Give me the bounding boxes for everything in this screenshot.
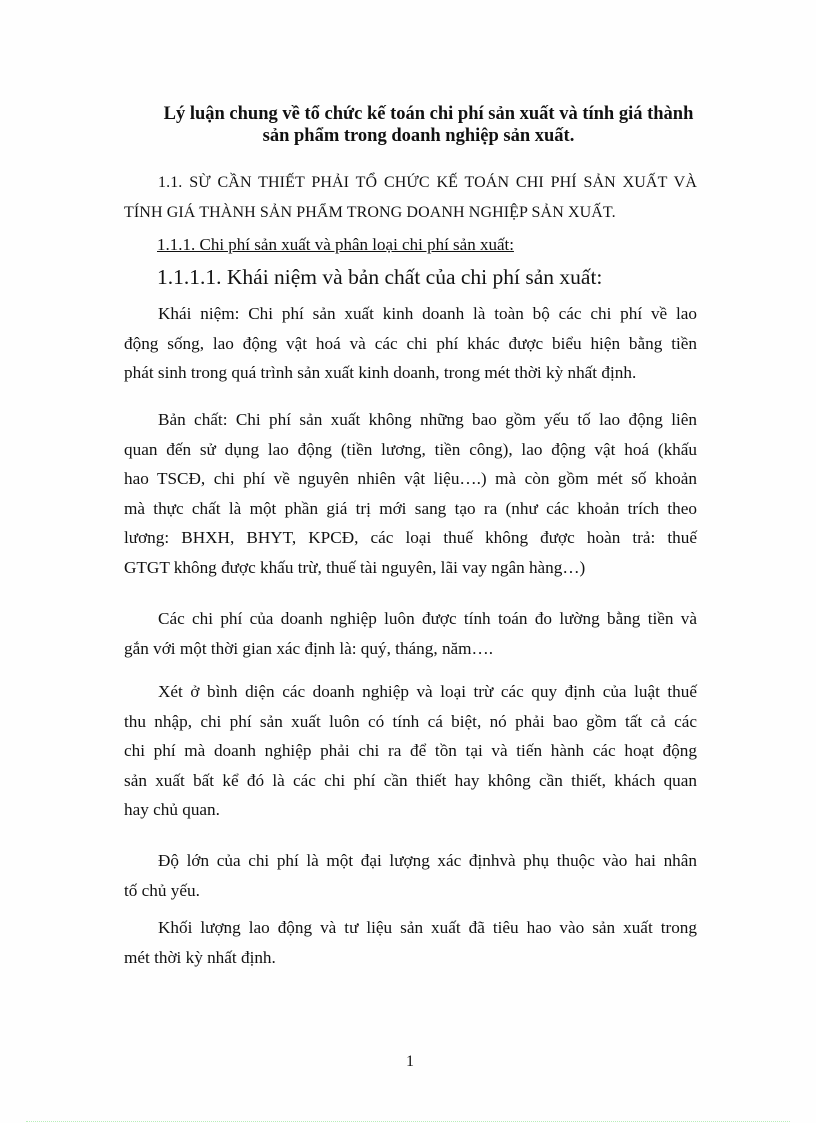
paragraph-line: Khái niệm: Chi phí sản xuất kinh doanh là toàn bộ các chi phí về lao [158, 304, 697, 323]
paragraph-line: phát sinh trong quá trình sản xuất kinh doanh, trong mét thời kỳ nhất định. [124, 363, 637, 382]
paragraph-line: Khối lượng lao động và tư liệu sản xuất đã tiêu hao vào sản xuất trong [158, 918, 697, 937]
paragraph-line: chi phí mà doanh nghiệp phải chi ra để tồn tại và tiến hành các hoạt động [124, 741, 697, 760]
page-number: 1 [406, 1053, 414, 1070]
paragraph-line: Xét ở bình diện các doanh nghiệp và loại trừ các quy định của luật thuế [158, 682, 697, 701]
paragraph-measurement [124, 604, 697, 663]
paragraph-line: mà thực chất là một phần giá trị mới sang tạo ra (như các khoản trích theo [124, 498, 697, 518]
paragraph-line: Bản chất: Chi phí sản xuất không những bao gồm yếu tố lao động liên [158, 410, 697, 429]
paragraph-definition [124, 299, 697, 388]
paragraph-line: sản xuất bất kể đó là các chi phí cần thiết hay không cần thiết, khách quan [124, 770, 697, 790]
paragraph-line: tố chủ yếu. [124, 880, 200, 900]
paragraph-line: mét thời kỳ nhất định. [124, 947, 276, 967]
paragraph-line: GTGT không được khấu trừ, thuế tài nguyên, lãi vay ngân hàng…) [124, 557, 586, 577]
section-heading-line-1: 1.1. SỪ CẦN THIẾT PHẢI TỔ CHỨC KẾ TOÁN CHI PHÍ SẢN XUẤT VÀ [158, 174, 697, 191]
paragraph-line: thu nhập, chi phí sản xuất luôn có tính cá biệt, nó phải bao gồm tất cả các [124, 711, 697, 731]
paragraph-factor-labor [124, 913, 697, 972]
paragraph-magnitude [124, 846, 697, 905]
paragraph-line: lương: BHXH, BHYT, KPCĐ, các loại thuế không được hoàn trả: thuế [124, 528, 697, 547]
section-heading-line-2: TÍNH GIÁ THÀNH SẢN PHẨM TRONG DOANH NGHIỆP SẢN XUẤT. [124, 204, 616, 221]
document-title [124, 103, 697, 147]
paragraph-line: Các chi phí của doanh nghiệp luôn được tính toán đo lường bằng tiền và [158, 609, 697, 628]
paragraph-line: động sống, lao động vật hoá và các chi phí khác được biểu hiện bằng tiền [124, 333, 697, 353]
paragraph-line: quan đến sử dụng lao động (tiền lương, tiền công), lao động vật hoá (khấu [124, 439, 697, 459]
paragraph-line: hay chủ quan. [124, 800, 220, 819]
document-title-line-2: sản phẩm trong doanh nghiệp sản xuất. [262, 126, 575, 146]
paragraph-line: Độ lớn của chi phí là một đại lượng xác địnhvà phụ thuộc vào hai nhân [158, 851, 697, 870]
page-bottom-dotted-divider [26, 1121, 790, 1122]
paragraph-enterprise-view [124, 677, 697, 825]
paragraph-line: gắn với một thời gian xác định là: quý, tháng, năm…. [124, 638, 494, 658]
document-title-line-1: Lý luận chung về tổ chức kế toán chi phí sản xuất và tính giá thành [163, 104, 694, 124]
paragraph-nature [124, 405, 697, 582]
paragraph-line: hao TSCĐ, chi phí về nguyên nhiên vật liệu….) mà còn gồm mét số khoản [124, 469, 697, 488]
subsection-heading: 1.1.1. Chi phí sản xuất và phân loại chi phí sản xuất: [157, 235, 514, 254]
subsubsection-heading: 1.1.1.1. Khái niệm và bản chất của chi phí sản xuất: [157, 265, 603, 289]
section-heading [124, 168, 697, 228]
